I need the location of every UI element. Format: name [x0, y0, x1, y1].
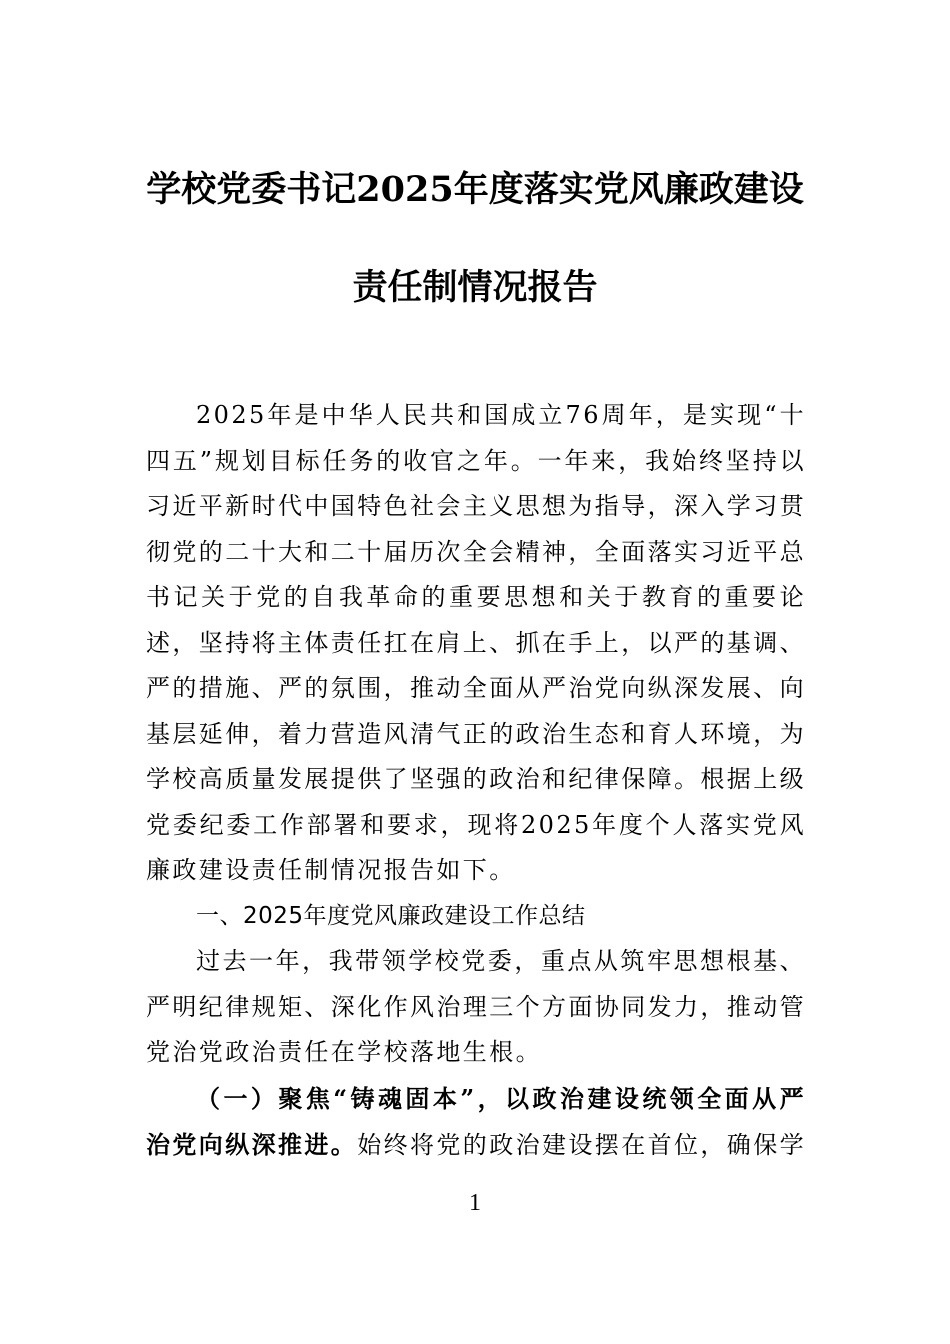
intro-paragraph: 2025年是中华人民共和国成立76周年，是实现“十四五”规划目标任务的收官之年。一年来，我始终坚持以习近平新时代中国特色社会主义思想为指导，深入学习贯彻党的二十大和二十届历次全会精神，全面落实习近平总书记关于党的自我革命的重要思想和关于教育的重要论述，坚持将主体责任扛在肩上、抓在手上，以严的基调、严的措施、严的氛围，推动全面从严治党向纵深发展、向基层延伸，着力营造风清气正的政治生态和育人环境，为学校高质量发展提供了坚强的政治和纪律保障。根据上级党委纪委工作部署和要求，现将2025年度个人落实党风廉政建设责任制情况报告如下。 — [146, 401, 806, 884]
page-number: 1 — [469, 1190, 481, 1216]
section-paragraph: 过去一年，我带领学校党委，重点从筑牢思想根基、严明纪律规矩、深化作风治理三个方面协同发力，推动管党治党政治责任在学校落地生根。 — [146, 947, 806, 1066]
document-body — [146, 393, 806, 1169]
subsection-text: 始终将党的政治建设摆在首位，确保学 — [357, 1131, 807, 1159]
section-heading: 一、2025年度党风廉政建设工作总结 — [196, 902, 586, 929]
subsection-lead: （一）聚焦“铸魂固本”，以政治建设统领全面从严治党向纵深推进。 — [146, 1083, 806, 1159]
document-title-line-1: 学校党委书记2025年度落实党风廉政建设 — [146, 169, 804, 210]
subsection-paragraph — [146, 1076, 806, 1169]
document-title-line-2: 责任制情况报告 — [352, 267, 598, 308]
